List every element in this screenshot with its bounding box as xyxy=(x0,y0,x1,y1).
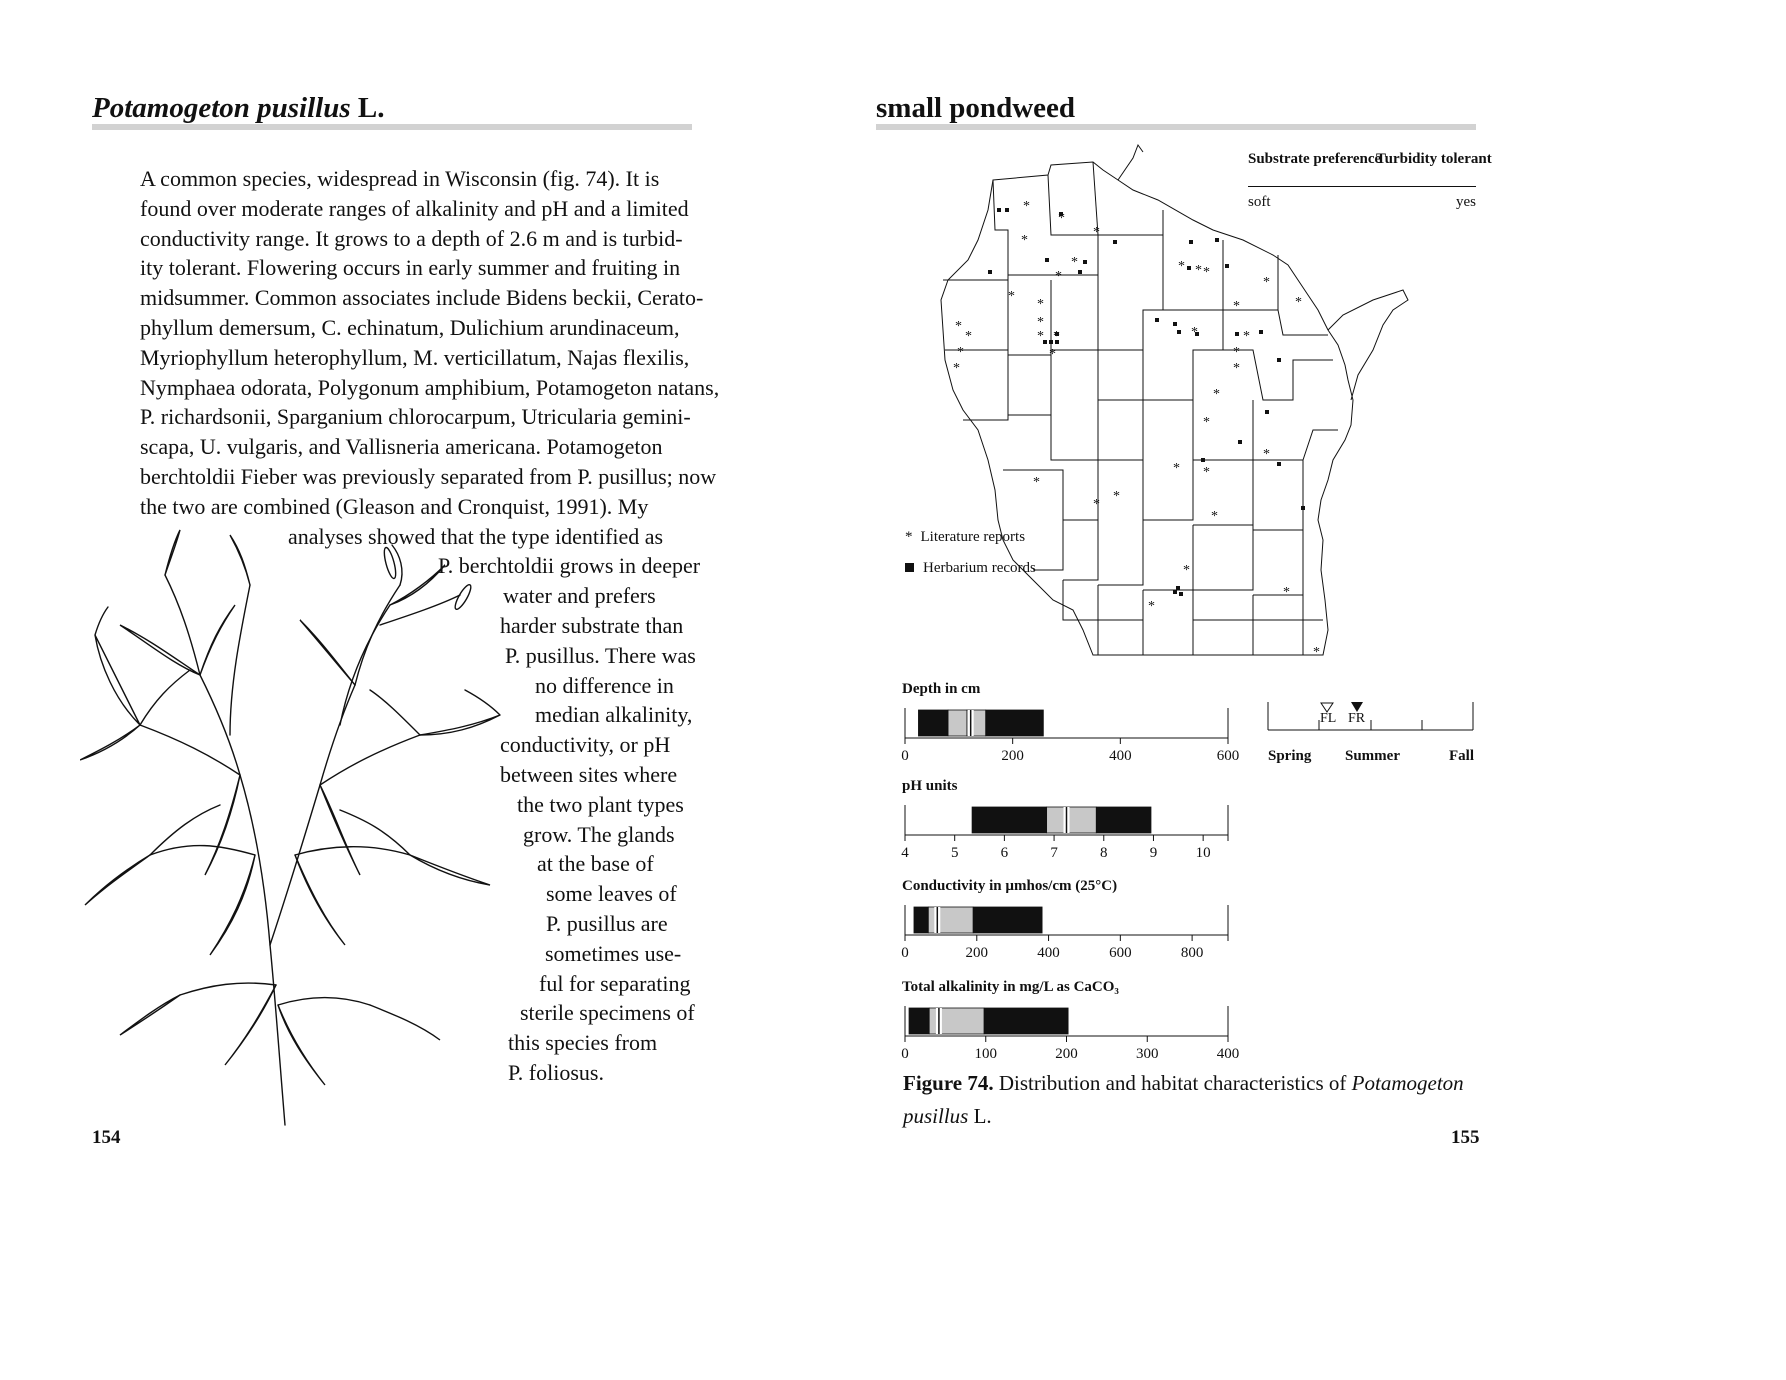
svg-text:*: * xyxy=(1093,225,1100,240)
svg-text:*: * xyxy=(1053,329,1060,344)
turbidity-header: Turbidity tolerant xyxy=(1376,151,1492,167)
paragraph-line: found over moderate ranges of alkalinity and pH and a limited xyxy=(140,195,689,221)
tick-label: 4 xyxy=(901,845,909,861)
tick-label: 0 xyxy=(901,748,909,764)
svg-text:*: * xyxy=(1295,295,1302,310)
caption-author: L. xyxy=(968,1104,992,1128)
page-number-right: 155 xyxy=(1451,1127,1480,1148)
fruiting-label: FR xyxy=(1348,711,1366,726)
common-name-title: small pondweed xyxy=(876,92,1076,124)
chart-title: Conductivity in µmhos/cm (25°C) xyxy=(902,878,1118,894)
chart-title: pH units xyxy=(902,778,958,794)
legend-herbarium-label: Herbarium records xyxy=(923,560,1036,576)
svg-text:*: * xyxy=(1191,325,1198,340)
season-summer: Summer xyxy=(1345,748,1400,764)
paragraph-line: scapa, U. vulgaris, and Vallisneria americana. Potamogeton xyxy=(140,434,663,460)
svg-text:*: * xyxy=(1058,211,1065,226)
range-segment xyxy=(909,1008,929,1034)
tick-label: 0 xyxy=(901,1046,909,1062)
range-bar-chart xyxy=(893,797,1253,867)
svg-text:*: * xyxy=(1203,465,1210,480)
tick-label: 8 xyxy=(1100,845,1108,861)
range-segment xyxy=(1096,807,1151,833)
paragraph-line: harder substrate than xyxy=(500,613,684,638)
substrate-value: soft xyxy=(1248,194,1271,210)
paragraph-line: sometimes use- xyxy=(545,940,682,966)
svg-text:*: * xyxy=(1313,645,1320,660)
range-segment xyxy=(948,710,967,736)
range-segment xyxy=(984,1008,1068,1034)
paragraph-line: median alkalinity, xyxy=(535,702,693,728)
page-number-left: 154 xyxy=(92,1127,121,1148)
figure-caption xyxy=(903,1067,1483,1133)
paragraph-line: Nymphaea odorata, Polygonum amphibium, Potamogeton natans, xyxy=(140,374,720,400)
tick-label: 200 xyxy=(965,945,989,961)
paragraph-line: P. berchtoldii grows in deeper xyxy=(438,553,701,579)
tick-label: 400 xyxy=(1216,1046,1240,1062)
paragraph-line: the two plant types xyxy=(517,791,684,817)
paragraph-line: ful for separating xyxy=(539,970,691,996)
range-segment xyxy=(972,807,1047,833)
range-bar-chart xyxy=(893,897,1253,967)
svg-text:*: * xyxy=(1233,361,1240,376)
paragraph-line: at the base of xyxy=(537,851,654,877)
paragraph-line: water and prefers xyxy=(503,583,656,609)
svg-text:*: * xyxy=(1049,347,1056,362)
svg-text:*: * xyxy=(1243,329,1250,344)
svg-text:*: * xyxy=(955,319,962,334)
season-fall: Fall xyxy=(1449,748,1474,764)
paragraph-line: no difference in xyxy=(535,672,674,698)
legend-literature-label: Literature reports xyxy=(920,529,1026,545)
tick-label: 100 xyxy=(974,1046,997,1062)
svg-text:*: * xyxy=(1037,297,1044,312)
svg-text:*: * xyxy=(1203,415,1210,430)
tick-label: 200 xyxy=(1055,1046,1078,1062)
paragraph-line: midsummer. Common associates include Bidens beckii, Cerato- xyxy=(140,285,704,311)
paragraph-line: this species from xyxy=(508,1030,658,1056)
svg-text:*: * xyxy=(1213,387,1220,402)
caption-label: Figure 74. xyxy=(903,1071,994,1095)
paragraph-line: P. foliosus. xyxy=(508,1060,604,1085)
chart-title: Total alkalinity in mg/L as CaCO₃ xyxy=(902,979,1119,995)
svg-text:*: * xyxy=(1263,447,1270,462)
tick-label: 5 xyxy=(950,845,959,861)
svg-text:*: * xyxy=(1195,263,1202,278)
svg-text:*: * xyxy=(957,345,964,360)
paragraph-line: ity tolerant. Flowering occurs in early summer and fruiting in xyxy=(140,255,681,281)
range-segment xyxy=(973,907,1042,933)
range-bar-chart xyxy=(893,998,1253,1068)
svg-text:*: * xyxy=(1148,599,1155,614)
caption-species: Potamogeton pusillus xyxy=(903,1071,1464,1128)
paragraph-line: A common species, widespread in Wisconsin (fig. 74). It is xyxy=(140,166,660,191)
svg-text:*: * xyxy=(1183,563,1190,578)
svg-text:*: * xyxy=(1113,489,1120,504)
svg-text:*: * xyxy=(1037,315,1044,330)
svg-text:*: * xyxy=(1093,497,1100,512)
paragraph-line: P. richardsonii, Sparganium chlorocarpum, Utricularia gemini- xyxy=(140,404,691,430)
tick-label: 7 xyxy=(1050,845,1058,861)
svg-text:*: * xyxy=(1033,475,1040,490)
svg-text:*: * xyxy=(1263,275,1270,290)
svg-text:*: * xyxy=(965,329,972,344)
chart-title: Depth in cm xyxy=(902,681,981,697)
svg-text:*: * xyxy=(1021,233,1028,248)
svg-text:*: * xyxy=(1233,299,1240,314)
tick-label: 10 xyxy=(1195,845,1211,861)
tick-label: 300 xyxy=(1136,1046,1159,1062)
paragraph-line: conductivity, or pH xyxy=(500,732,671,758)
paragraph-line: grow. The glands xyxy=(523,821,675,847)
paragraph-line: phyllum demersum, C. echinatum, Dulichium arundinaceum, xyxy=(140,315,680,340)
svg-text:*: * xyxy=(1233,345,1240,360)
tick-label: 200 xyxy=(1001,748,1024,764)
right-page xyxy=(876,0,1786,1380)
range-segment xyxy=(918,710,948,736)
svg-text:*: * xyxy=(1211,509,1218,524)
range-segment xyxy=(986,710,1044,736)
asterisk-icon: * xyxy=(905,529,913,545)
range-bar-chart xyxy=(893,700,1253,770)
tick-label: 9 xyxy=(1149,845,1158,861)
tick-label: 400 xyxy=(1037,945,1060,961)
range-segment xyxy=(1047,807,1097,833)
tick-label: 400 xyxy=(1109,748,1132,764)
turbidity-value: yes xyxy=(1456,194,1476,210)
svg-text:*: * xyxy=(1178,259,1185,274)
range-segment xyxy=(914,907,928,933)
substrate-header: Substrate preference xyxy=(1248,151,1382,167)
season-spring: Spring xyxy=(1268,748,1312,764)
plant-illustration xyxy=(80,525,510,1135)
paragraph-line: berchtoldii Fieber was previously separated from P. pusillus; now xyxy=(140,464,717,489)
svg-text:*: * xyxy=(953,361,960,376)
tick-label: 6 xyxy=(1000,845,1009,861)
tick-label: 0 xyxy=(901,945,909,961)
caption-text: Distribution and habitat characteristics of xyxy=(993,1071,1352,1095)
tick-label: 600 xyxy=(1109,945,1132,961)
paragraph-line: between sites where xyxy=(500,762,678,787)
svg-text:*: * xyxy=(1203,265,1210,280)
svg-text:*: * xyxy=(1037,329,1044,344)
tick-label: 800 xyxy=(1180,945,1204,961)
flowering-label: FL xyxy=(1320,711,1337,726)
paragraph-line: the two are combined (Gleason and Cronquist, 1991). My xyxy=(140,493,649,519)
svg-text:*: * xyxy=(1008,289,1015,304)
paragraph-line: some leaves of xyxy=(546,881,677,907)
svg-text:*: * xyxy=(1283,585,1290,600)
svg-text:*: * xyxy=(1023,199,1030,214)
paragraph-line: sterile specimens of xyxy=(520,1000,695,1026)
paragraph-line: P. pusillus are xyxy=(546,911,668,936)
paragraph-line: Myriophyllum heterophyllum, M. verticillatum, Najas flexilis, xyxy=(140,344,690,370)
paragraph-line: analyses showed that the type identified as xyxy=(288,523,664,549)
species-name: Potamogeton pusillus xyxy=(92,92,351,124)
svg-text:*: * xyxy=(1055,269,1062,284)
tick-label: 600 xyxy=(1216,748,1240,764)
svg-text:*: * xyxy=(1173,461,1180,476)
species-author: L. xyxy=(350,92,385,124)
svg-text:*: * xyxy=(1071,255,1078,270)
paragraph-line: conductivity range. It grows to a depth of 2.6 m and is turbid- xyxy=(140,225,683,251)
paragraph-line: P. pusillus. There was xyxy=(505,642,696,668)
